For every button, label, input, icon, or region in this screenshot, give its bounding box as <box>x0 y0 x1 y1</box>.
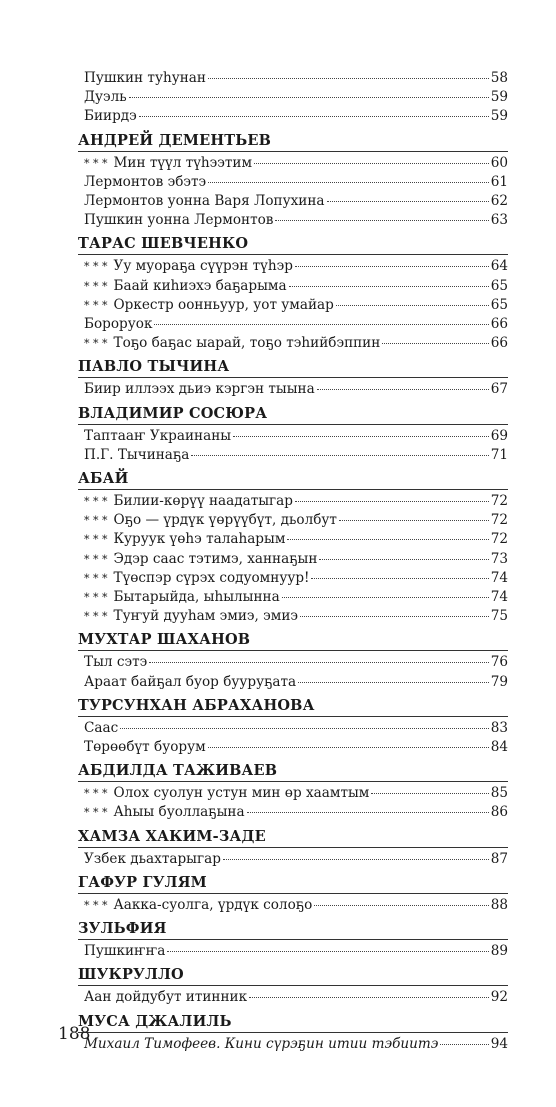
toc-entry[interactable] <box>78 107 508 126</box>
toc-section <box>78 761 508 822</box>
entry-title-prefix: Михаил Тимофеев. <box>84 1035 221 1052</box>
dot-leader <box>298 682 489 683</box>
toc-entry[interactable] <box>78 154 508 173</box>
dot-leader <box>282 597 489 598</box>
author-heading: МУХТАР ШАХАНОВ <box>78 630 508 651</box>
entry-page-number: 83 <box>490 719 508 736</box>
entry-title: Биир иллээх дьиэ кэргэн тыына <box>84 381 315 398</box>
author-heading: ШУКРУЛЛО <box>78 965 508 986</box>
author-heading: АБАЙ <box>78 469 508 490</box>
toc-entry[interactable] <box>78 380 508 399</box>
toc-section <box>78 827 508 869</box>
toc-section <box>78 357 508 399</box>
entry-page-number: 64 <box>490 258 508 275</box>
entry-page-number: 59 <box>490 89 508 106</box>
dot-leader <box>247 812 489 813</box>
toc-section <box>78 1012 508 1054</box>
entry-title: Олох суолун устун мин өр хаамтым <box>113 785 370 802</box>
author-heading: МУСА ДЖАЛИЛЬ <box>78 1012 508 1033</box>
entry-title: Таптааҥ Украинаны <box>84 427 232 444</box>
toc-entry[interactable] <box>78 257 508 276</box>
toc-entry[interactable] <box>78 673 508 692</box>
toc-entry[interactable] <box>78 653 508 672</box>
entry-title: Пушкиҥҥа <box>84 943 166 960</box>
entry-page-number: 72 <box>490 512 508 529</box>
untitled-poem-marker: * * * <box>84 533 108 547</box>
entry-page-number: 71 <box>490 446 508 463</box>
dot-leader <box>371 793 488 794</box>
dot-leader <box>314 905 488 906</box>
untitled-poem-marker: * * * <box>84 787 108 801</box>
untitled-poem-marker: * * * <box>84 552 108 566</box>
author-heading: ТАРАС ШЕВЧЕНКО <box>78 234 508 255</box>
toc-entry[interactable] <box>78 607 508 626</box>
toc-entry[interactable] <box>78 784 508 803</box>
entry-page-number: 62 <box>490 193 508 210</box>
toc-section <box>78 919 508 961</box>
entry-title-text: Кини сүрэҕин итии тэбиитэ <box>224 1035 439 1052</box>
entry-title: Саас <box>84 719 119 736</box>
toc-entry[interactable] <box>78 530 508 549</box>
toc-entry[interactable] <box>78 69 508 88</box>
entry-page-number: 86 <box>490 804 508 821</box>
toc-entry[interactable] <box>78 1035 508 1054</box>
toc-entry[interactable] <box>78 738 508 757</box>
toc-entry[interactable] <box>78 719 508 738</box>
author-heading: ВЛАДИМИР СОСЮРА <box>78 404 508 425</box>
toc-entry[interactable] <box>78 850 508 869</box>
toc-entry[interactable] <box>78 492 508 511</box>
dot-leader <box>129 97 489 98</box>
dot-leader <box>167 951 488 952</box>
toc-section <box>78 696 508 757</box>
toc-section <box>78 630 508 691</box>
entry-page-number: 74 <box>490 589 508 606</box>
entry-title: Оркестр оонньуур, уот умайар <box>113 296 334 313</box>
entry-page-number: 85 <box>490 785 508 802</box>
entry-title: Бороруок <box>84 316 153 333</box>
dot-leader <box>440 1044 488 1045</box>
untitled-poem-marker: * * * <box>84 610 108 624</box>
entry-title: Узбек дьахтарыгар <box>84 850 221 867</box>
untitled-poem-marker: * * * <box>84 298 108 312</box>
entry-title: Биирдэ <box>84 108 137 125</box>
entry-page-number: 60 <box>490 154 508 171</box>
dot-leader <box>295 266 489 267</box>
author-heading: ТУРСУНХАН АБРАХАНОВА <box>78 696 508 717</box>
untitled-poem-marker: * * * <box>84 571 108 585</box>
dot-leader <box>287 539 488 540</box>
toc-section <box>78 965 508 1007</box>
toc-section <box>78 873 508 915</box>
untitled-poem-marker: * * * <box>84 495 108 509</box>
toc-entry[interactable] <box>78 296 508 315</box>
toc-entry[interactable] <box>78 588 508 607</box>
toc-entry[interactable] <box>78 569 508 588</box>
toc-entry[interactable] <box>78 277 508 296</box>
dot-leader <box>317 389 489 390</box>
entry-title: Төрөөбүт буорум <box>84 739 206 756</box>
toc-section <box>78 234 508 353</box>
author-heading: ХАМЗА ХАКИМ-ЗАДЕ <box>78 827 508 848</box>
entry-page-number: 84 <box>490 739 508 756</box>
toc-entry[interactable] <box>78 988 508 1007</box>
toc-entry[interactable] <box>78 173 508 192</box>
entry-title: Бытарыйда, ыһылынна <box>113 589 280 606</box>
entry-title: Тоҕо баҕас ыарай, тоҕо тэһийбэппин <box>113 335 381 352</box>
dot-leader <box>208 747 489 748</box>
dot-leader <box>254 163 489 164</box>
entry-title: Аакка-суолга, үрдүк солоҕо <box>113 896 313 913</box>
dot-leader <box>154 324 488 325</box>
entry-page-number: 88 <box>490 896 508 913</box>
entry-title: Тыл сэтэ <box>84 654 148 671</box>
entry-page-number: 59 <box>490 108 508 125</box>
toc-entry[interactable] <box>78 803 508 822</box>
toc-entry[interactable] <box>78 427 508 446</box>
entry-page-number: 58 <box>490 70 508 86</box>
entry-title: Лермонтов уонна Варя Лопухина <box>84 193 325 210</box>
entry-title: Мин түүл түһээтим <box>113 154 253 171</box>
entry-page-number: 72 <box>490 493 508 510</box>
entry-page-number: 66 <box>490 316 508 333</box>
entry-page-number: 65 <box>490 277 508 294</box>
entry-page-number: 89 <box>490 943 508 960</box>
dot-leader <box>120 728 488 729</box>
entry-title: Аһыы буоллаҕына <box>113 804 245 821</box>
dot-leader <box>249 997 489 998</box>
entry-title: Уу муораҕа сүүрэн түһэр <box>113 258 293 275</box>
untitled-poem-marker: * * * <box>84 806 108 820</box>
untitled-poem-marker: * * * <box>84 591 108 605</box>
dot-leader <box>223 859 489 860</box>
entry-page-number: 66 <box>490 335 508 352</box>
entry-page-number: 74 <box>490 569 508 586</box>
dot-leader <box>295 501 489 502</box>
dot-leader <box>233 436 489 437</box>
toc-section <box>78 404 508 465</box>
author-heading: ЗУЛЬФИЯ <box>78 919 508 940</box>
author-heading: АБДИЛДА ТАЖИВАЕВ <box>78 761 508 782</box>
entry-title: Дуэль <box>84 89 127 106</box>
dot-leader <box>208 182 489 183</box>
entry-title: Лермонтов эбэтэ <box>84 173 207 190</box>
entry-page-number: 61 <box>490 173 508 190</box>
entry-title: П.Г. Тычинаҕа <box>84 446 190 463</box>
table-of-contents <box>78 69 508 1058</box>
untitled-poem-marker: * * * <box>84 514 108 528</box>
toc-entry[interactable] <box>78 942 508 961</box>
entry-page-number: 87 <box>490 850 508 867</box>
entry-page-number: 75 <box>490 608 508 625</box>
toc-entry[interactable] <box>78 88 508 107</box>
dot-leader <box>139 116 489 117</box>
toc-entry[interactable] <box>78 315 508 334</box>
entry-title: Пушкин уонна Лермонтов <box>84 212 274 229</box>
entry-title: Баай киһиэхэ баҕарыма <box>113 277 287 294</box>
toc-section <box>78 69 508 127</box>
dot-leader <box>339 520 489 521</box>
dot-leader <box>208 78 489 79</box>
entry-title: Билии-көрүү наадатыгар <box>113 493 293 510</box>
entry-title: Эдэр саас тэтимэ, ханнаҕын <box>113 550 318 567</box>
untitled-poem-marker: * * * <box>84 898 108 912</box>
toc-entry[interactable] <box>78 896 508 915</box>
untitled-poem-marker: * * * <box>84 337 108 351</box>
dot-leader <box>336 305 489 306</box>
dot-leader <box>327 201 489 202</box>
dot-leader <box>289 286 489 287</box>
dot-leader <box>149 662 488 663</box>
entry-page-number: 63 <box>490 212 508 229</box>
toc-entry[interactable] <box>78 446 508 465</box>
entry-title: Оҕо — үрдүк үөрүүбүт, дьолбут <box>113 512 337 529</box>
untitled-poem-marker: * * * <box>84 279 108 293</box>
toc-entry[interactable] <box>78 211 508 230</box>
entry-page-number: 94 <box>490 1035 508 1052</box>
entry-title: Аан дойдубут итинник <box>84 989 248 1006</box>
author-heading: АНДРЕЙ ДЕМЕНТЬЕВ <box>78 131 508 152</box>
entry-page-number: 73 <box>490 550 508 567</box>
entry-page-number: 76 <box>490 654 508 671</box>
entry-title: Куруук үөһэ талаһарым <box>113 531 286 548</box>
author-heading: ГАФУР ГУЛЯМ <box>78 873 508 894</box>
untitled-poem-marker: * * * <box>84 260 108 274</box>
entry-title <box>84 1035 438 1054</box>
toc-entry[interactable] <box>78 334 508 353</box>
entry-page-number: 79 <box>490 673 508 690</box>
entry-title: Туҥуй дууһам эмиэ, эмиэ <box>113 608 299 625</box>
entry-page-number: 65 <box>490 296 508 313</box>
toc-entry[interactable] <box>78 192 508 211</box>
dot-leader <box>319 559 488 560</box>
dot-leader <box>191 455 488 456</box>
toc-entry[interactable] <box>78 550 508 569</box>
dot-leader <box>300 616 489 617</box>
untitled-poem-marker: * * * <box>84 156 108 170</box>
entry-page-number: 67 <box>490 381 508 398</box>
entry-title: Араат байҕал буор бууруҕата <box>84 673 297 690</box>
dot-leader <box>382 343 488 344</box>
toc-entry[interactable] <box>78 511 508 530</box>
dot-leader <box>311 578 488 579</box>
toc-section <box>78 469 508 626</box>
entry-title: Пушкин туһунан <box>84 70 206 86</box>
page-number: 188 <box>58 1024 91 1044</box>
entry-page-number: 72 <box>490 531 508 548</box>
toc-section <box>78 131 508 231</box>
entry-page-number: 69 <box>490 427 508 444</box>
author-heading: ПАВЛО ТЫЧИНА <box>78 357 508 378</box>
dot-leader <box>275 220 488 221</box>
entry-page-number: 92 <box>490 989 508 1006</box>
entry-title: Түөспэр сүрэх содуомнуур! <box>113 569 310 586</box>
